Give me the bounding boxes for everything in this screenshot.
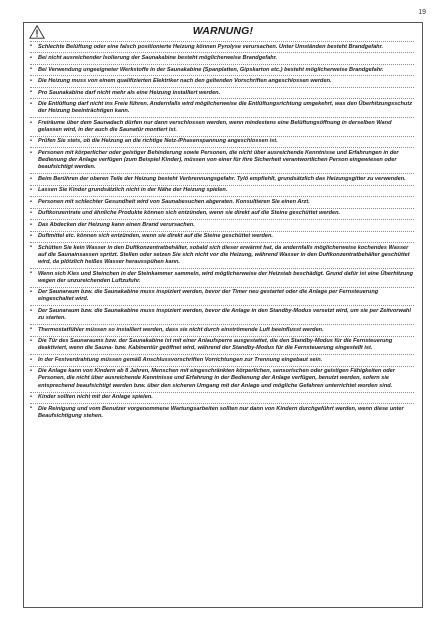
- warning-item: • Bei Verwendung ungeeigneter Werkstoffe in der Saunakabine (Spanplatten, Gipskarton etc.) besteht möglicherweise Brandgefahr.: [30, 64, 414, 75]
- warning-list: [24, 41, 422, 422]
- warning-item: • Kinder sollten nicht mit der Anlage spielen.: [30, 392, 414, 403]
- warning-item: • Die Reinigung und vom Benutzer vorgenommene Wartungsarbeiten sollten nur dann von Kindern durchgeführt werden, wenn diese unter Beaufsichtigung stehen.: [30, 403, 414, 422]
- warning-header: [24, 23, 422, 41]
- warning-item: • Freiräume über dem Saunadach dürfen nur dann verschlossen werden, wenn mindestens eine Belüftungsöffnung in derselben Wand gelassen wird, in der auch die Saunatür montiert ist.: [30, 117, 414, 136]
- warning-item: • Die Tür des Saunaraums bzw. der Saunakabine ist mit einer Anlaufsperre ausgestattet, die den Standby-Modus für die Fernsteuerung deaktiviert, wenn die Sauna- bzw. Kabinentür geöffnet wird, während der Standby-Modus für die Fernsteuerung eingestellt ist.: [30, 336, 414, 355]
- warning-item: • Bei nicht ausreichender Isolierung der Saunakabine besteht möglicherweise Brandgefahr.: [30, 52, 414, 63]
- warning-item: • Lassen Sie Kinder grundsätzlich nicht in der Nähe der Heizung spielen.: [30, 185, 414, 196]
- warning-item: • Prüfen Sie stets, ob die Heizung an die richtige Netz-/Phasenspannung angeschlossen ist.: [30, 136, 414, 147]
- warning-item: • Schütten Sie kein Wasser in den Duftkonzentratbehälter, sobald sich dieser erwärmt hat, da andernfalls möglicherweise kochendes Wasser auf die Saunainsassen spritzt. Stellen oder setzen Sie sich nicht vor die Heizung, während Wasser in den Duftkonzentratbehälter geschüttet wird, da plötzlich heißes Wasser herausspühen kann.: [30, 242, 414, 268]
- warning-item: • Wenn sich Kies und Steinchen in der Steinkammer sammeln, wird möglicherweise der Heizstab beschädigt. Grund dafür ist eine Überhitzung wegen der unzureichenden Luftzufuhr.: [30, 268, 414, 287]
- page-number: 19: [418, 9, 426, 16]
- warning-item: • In der Festverdrahtung müssen gemäß Anschlussvorschriften Vorrichtungen zur Trennung eingebaut sein.: [30, 354, 414, 365]
- warning-item: • Duftkonzentrate und ähnliche Produkte können sich entzünden, wenn sie direkt auf die Steine geschüttet werden.: [30, 208, 414, 219]
- warning-item: • Die Anlage kann von Kindern ab 8 Jahren, Menschen mit eingeschränkten körperlichen, sensorischen oder geistigen Fähigkeiten oder Personen, die nicht über ausreichende Kenntnisse und Erfahrung in der Bedienung der Anlage verfügen, benutzt werden, sofern sie entsprechend beaufsichtigt werden bzw. über den sicheren Umgang mit der Anlage und mögliche Gefahren unterrichtet worden sind.: [30, 366, 414, 392]
- warning-item: • Beim Berühren der oberen Teile der Heizung besteht Verbrennungsgefahr. Tylö empfiehlt, grundsätzlich das Heizungsgitter zu verwenden.: [30, 173, 414, 184]
- warning-box: [23, 22, 423, 608]
- warning-item: • Das Abdecken der Heizung kann einen Brand verursachen.: [30, 219, 414, 230]
- warning-item: • Pro Saunakabine darf nicht mehr als eine Heizung installiert werden.: [30, 87, 414, 98]
- warning-item: • Die Entlüftung darf nicht ins Freie führen. Andernfalls wird möglicherweise die Entlüftungsrichtung umgekehrt, was den Überhitzungsschutz der Heizung beeinträchtigen kann.: [30, 98, 414, 117]
- warning-title: WARNUNG!: [192, 25, 254, 37]
- warning-item: • Personen mit körperlicher oder geistiger Behinderung sowie Personen, die nicht über ausreichende Kenntnisse und Erfahrungen in der Bedienung der Anlage verfügen (zum Beispiel Kinder), müssen von einer für ihre Sicherheit verantwortlichen Person eingewiesen oder beaufsichtigt werden.: [30, 147, 414, 173]
- warning-item: • Schlechte Belüftung oder eine falsch positionierte Heizung können Pyrolyse verursachen. Unter Umständen besteht Brandgefahr.: [30, 41, 414, 52]
- warning-item: • Der Saunaraum bzw. die Saunakabine muss inspiziert werden, bevor die Anlage in den Standby-Modus versetzt wird, um sie per Zeitvorwahl zu starten.: [30, 305, 414, 324]
- warning-item: • Duftmittel etc. können sich entzünden, wenn sie direkt auf die Steine geschüttet werden.: [30, 231, 414, 242]
- warning-item: • Personen mit schlechter Gesundheit wird von Saunabesuchen abgeraten. Konsultieren Sie einen Arzt.: [30, 196, 414, 207]
- warning-item: • Die Heizung muss von einem qualifizierten Elektriker nach den geltenden Vorschriften angeschlossen werden.: [30, 75, 414, 86]
- warning-item: • Thermostatfühler müssen so installiert werden, dass sie nicht durch einströmende Luft beeinflusst werden.: [30, 324, 414, 335]
- warning-item: • Der Saunaraum bzw. die Saunakabine muss inspiziert werden, bevor der Timer neu gestartet oder die Anlage per Fernsteuerung eingeschaltet wird.: [30, 287, 414, 306]
